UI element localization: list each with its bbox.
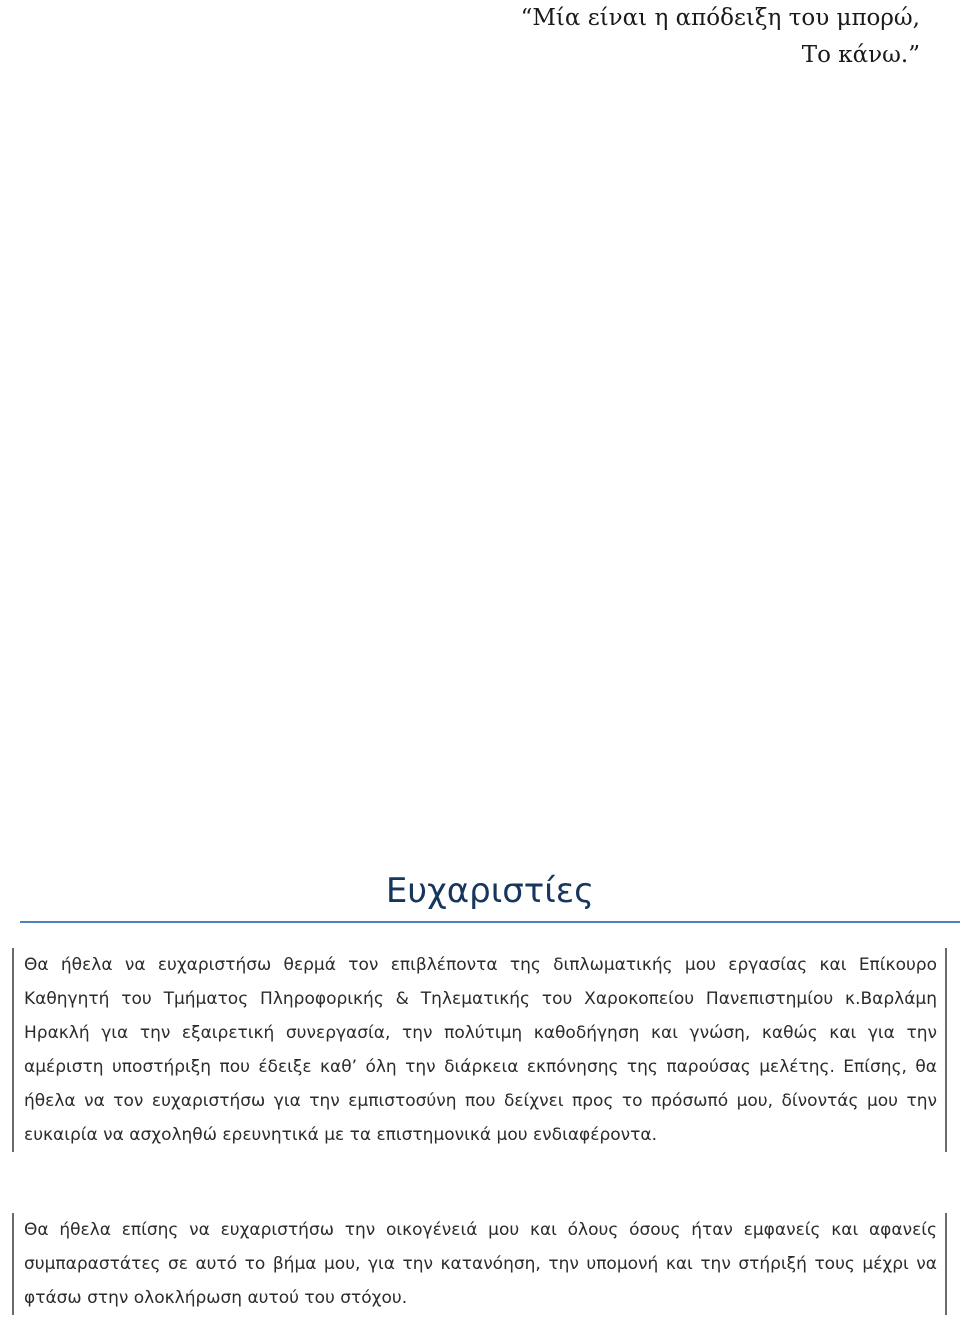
title-divider: [20, 921, 960, 923]
epigraph-line-1: “Μία είναι η απόδειξη του μπορώ,: [520, 5, 920, 31]
acknowledgement-paragraph-supervisor: Θα ήθελα να ευχαριστήσω θερμά τον επιβλέποντα της διπλωματικής μου εργασίας και Επίκουρο Καθηγητή του Τμήματος Πληροφορικής & Τηλεματικής του Χαροκοπείου Πανεπιστημίου κ.Βαρλάμη Ηρακλή για την εξαιρετική συνεργασία, την πολύτιμη καθοδήγηση και γνώση, καθώς και για την αμέριστη υποστήριξη που έδειξε καθ’ όλη την διάρκεια εκπόνησης της παρούσας μελέτης. Επίσης, θα ήθελα να τον ευχαριστήσω για την εμπιστοσύνη που δείχνει προς το πρόσωπό μου, δίνοντάς μου την ευκαιρία να ασχοληθώ ερευνητικά με τα επιστημονικά μου ενδιαφέροντα.: [12, 948, 947, 1152]
section-title: Ευχαριστίες: [385, 871, 595, 911]
epigraph-line-2: Το κάνω.”: [801, 42, 920, 68]
acknowledgement-paragraph-family: Θα ήθελα επίσης να ευχαριστήσω την οικογένειά μου και όλους όσους ήταν εμφανείς και αφανείς συμπαραστάτες σε αυτό το βήμα μου, για την κατανόηση, την υπομονή και την στήριξή τους μέχρι να φτάσω στην ολοκλήρωση αυτού του στόχου.: [12, 1213, 947, 1315]
epigraph-quote: [420, 0, 920, 74]
